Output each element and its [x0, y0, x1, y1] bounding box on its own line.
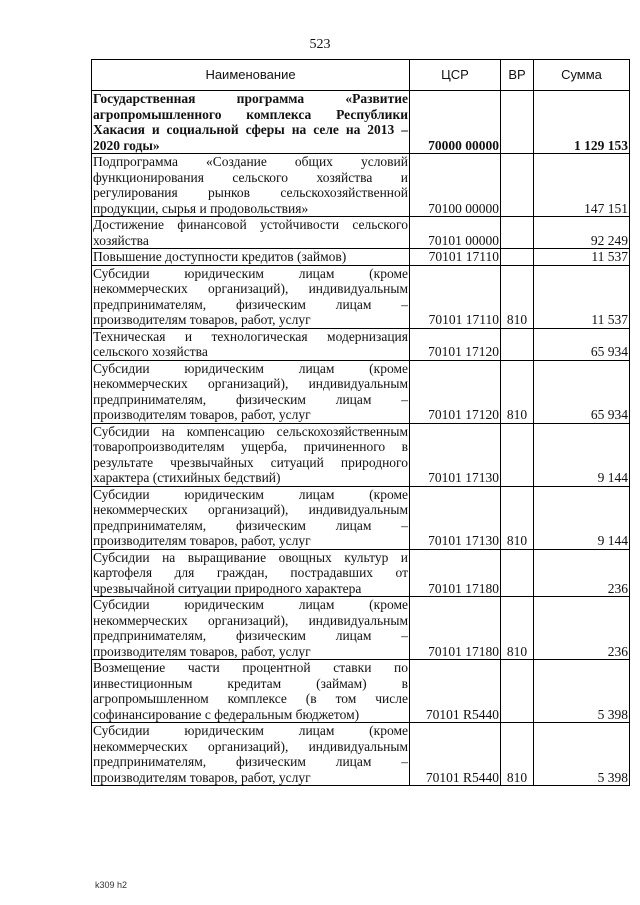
cell-csr: 70101 17120: [410, 360, 501, 423]
cell-name: Субсидии юридическим лицам (кроме некоммерческих организаций), индивидуальным предпринимателям, физическим лицам – производителям товаров, работ, услуг: [93, 597, 408, 659]
cell-csr: 70101 00000: [410, 217, 501, 249]
cell-vr: [501, 660, 534, 723]
cell-sum: 65 934: [534, 360, 630, 423]
cell-vr: 810: [501, 265, 534, 328]
page-number: 523: [309, 37, 331, 52]
cell-vr: [501, 249, 534, 266]
cell-sum: 147 151: [534, 154, 630, 217]
cell-sum: 11 537: [534, 249, 630, 266]
cell-name: Достижение финансовой устойчивости сельского хозяйства: [93, 217, 408, 248]
table-header-row: [92, 60, 630, 91]
cell-sum: 11 537: [534, 265, 630, 328]
cell-sum: 236: [534, 549, 630, 597]
cell-vr: [501, 423, 534, 486]
cell-csr: 70101 R5440: [410, 723, 501, 786]
table-row: [92, 360, 630, 423]
cell-sum: 1 129 153: [534, 91, 630, 154]
cell-vr: [501, 217, 534, 249]
cell-csr: 70101 R5440: [410, 660, 501, 723]
table-row: [92, 91, 630, 154]
cell-name: Субсидии юридическим лицам (кроме некоммерческих организаций), индивидуальным предпринимателям, физическим лицам – производителям товаров, работ, услуг: [93, 723, 408, 785]
cell-csr: 70101 17180: [410, 597, 501, 660]
table-row: [92, 249, 630, 266]
cell-vr: [501, 91, 534, 154]
budget-table: [91, 59, 630, 786]
cell-sum: 5 398: [534, 660, 630, 723]
cell-name: Субсидии юридическим лицам (кроме некоммерческих организаций), индивидуальным предпринимателям, физическим лицам – производителям товаров, работ, услуг: [93, 360, 408, 422]
cell-sum: 5 398: [534, 723, 630, 786]
table-row: [92, 217, 630, 249]
cell-name: Государственная программа «Развитие агропромышленного комплекса Республики Хакасия и социальной сферы на селе на 2013 – 2020 годы»: [93, 91, 408, 153]
cell-name: Субсидии юридическим лицам (кроме некоммерческих организаций), индивидуальным предпринимателям, физическим лицам – производителям товаров, работ, услуг: [93, 486, 408, 548]
cell-vr: 810: [501, 597, 534, 660]
table-row: [92, 549, 630, 597]
cell-vr: 810: [501, 360, 534, 423]
cell-vr: 810: [501, 723, 534, 786]
cell-name: Субсидии на выращивание овощных культур и картофеля для граждан, пострадавших от чрезвычайной ситуации природного характера: [93, 549, 408, 596]
cell-csr: 70100 00000: [410, 154, 501, 217]
cell-csr: 70101 17110: [410, 265, 501, 328]
table-row: [92, 423, 630, 486]
cell-name: Субсидии на компенсацию сельскохозяйственным товаропроизводителям ущерба, причиненного в результате чрезвычайных ситуаций природного характера (стихийных бедствий): [93, 423, 408, 485]
header-sum: Сумма: [534, 60, 630, 91]
cell-name: Возмещение части процентной ставки по инвестиционным кредитам (займам) в агропромышленном комплексе (в том числе софинансирование с федеральным бюджетом): [93, 660, 408, 722]
cell-vr: [501, 154, 534, 217]
cell-vr: [501, 328, 534, 360]
cell-csr: 70000 00000: [410, 91, 501, 154]
cell-csr: 70101 17130: [410, 423, 501, 486]
table-row: [92, 265, 630, 328]
table-row: [92, 723, 630, 786]
table-row: [92, 597, 630, 660]
cell-name: Подпрограмма «Создание общих условий функционирования сельского хозяйства и регулирования рынков сельскохозяйственной продукции, сырья и продовольствия»: [93, 154, 408, 216]
table-row: [92, 660, 630, 723]
header-name: Наименование: [92, 60, 410, 91]
cell-csr: 70101 17180: [410, 549, 501, 597]
cell-name: Повышение доступности кредитов (займов): [92, 249, 410, 266]
cell-vr: [501, 549, 534, 597]
cell-csr: 70101 17120: [410, 328, 501, 360]
cell-sum: 9 144: [534, 423, 630, 486]
footer-code: k309 h2: [95, 880, 128, 890]
cell-csr: 70101 17110: [410, 249, 501, 266]
table-row: [92, 328, 630, 360]
header-csr: ЦСР: [410, 60, 501, 91]
cell-sum: 92 249: [534, 217, 630, 249]
cell-sum: 65 934: [534, 328, 630, 360]
cell-name: Техническая и технологическая модернизация сельского хозяйства: [93, 328, 408, 359]
cell-sum: 9 144: [534, 486, 630, 549]
cell-name: Субсидии юридическим лицам (кроме некоммерческих организаций), индивидуальным предпринимателям, физическим лицам – производителям товаров, работ, услуг: [93, 265, 408, 327]
header-vr: ВР: [501, 60, 534, 91]
cell-vr: 810: [501, 486, 534, 549]
table-row: [92, 154, 630, 217]
cell-csr: 70101 17130: [410, 486, 501, 549]
table-row: [92, 486, 630, 549]
cell-sum: 236: [534, 597, 630, 660]
